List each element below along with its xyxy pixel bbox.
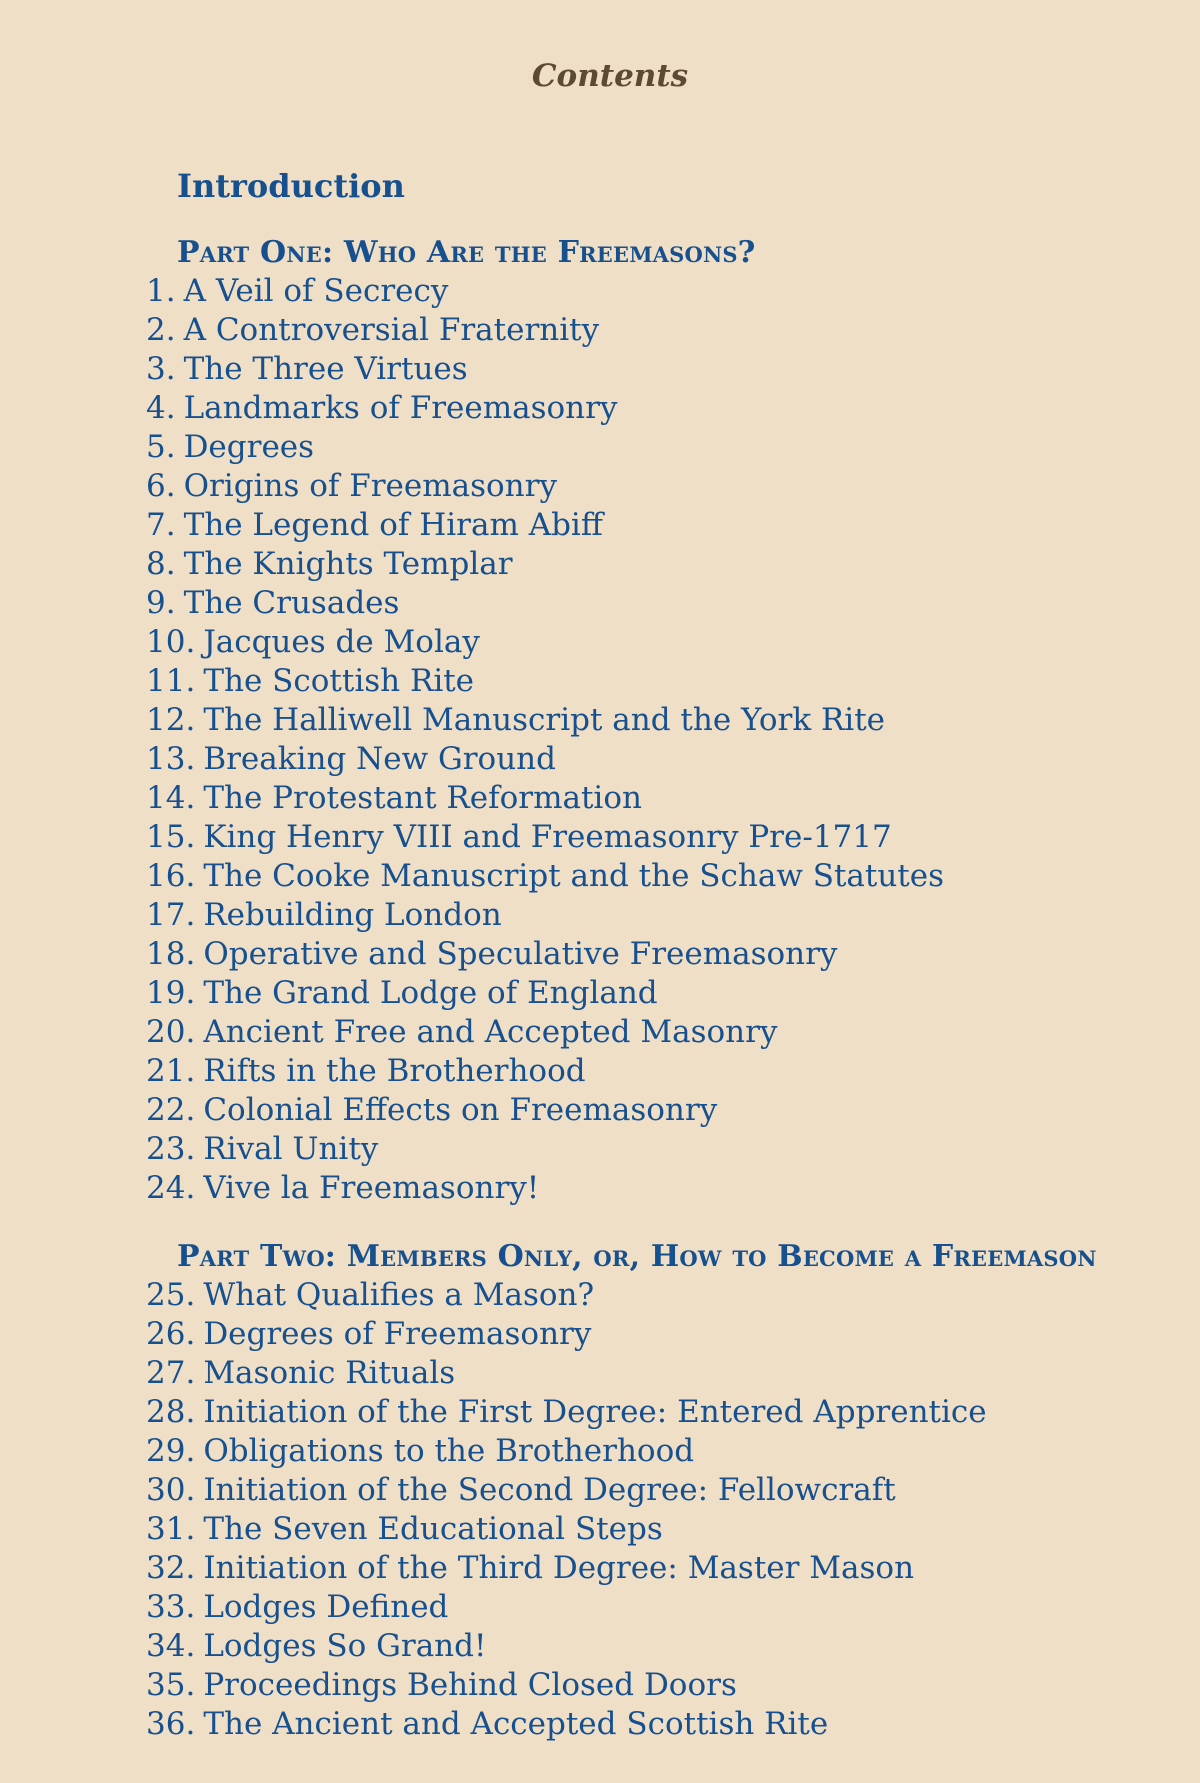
toc-link-introduction[interactable]: Introduction: [177, 167, 405, 205]
chapter-number: 6.: [146, 468, 176, 504]
toc-chapter-link[interactable]: [146, 428, 1186, 467]
chapter-number: 10.: [146, 624, 196, 660]
chapter-title: Rival Unity: [203, 1131, 379, 1167]
toc-chapter-link[interactable]: [146, 1354, 1186, 1393]
chapter-title: The Crusades: [183, 585, 400, 621]
chapter-number: 9.: [146, 585, 176, 621]
chapter-title: Proceedings Behind Closed Doors: [203, 1667, 737, 1703]
toc-chapter-link[interactable]: [146, 584, 1186, 623]
chapter-number: 24.: [146, 1170, 196, 1206]
chapter-number: 14.: [146, 780, 196, 816]
chapter-number: 28.: [146, 1394, 196, 1430]
toc-chapter-link[interactable]: [146, 662, 1186, 701]
chapter-title: Initiation of the Second Degree: Fellowcraft: [203, 1472, 896, 1508]
chapter-title: A Controversial Fraternity: [183, 312, 600, 348]
chapter-number: 5.: [146, 429, 176, 465]
chapter-number: 36.: [146, 1706, 196, 1742]
chapter-title: Rebuilding London: [203, 897, 502, 933]
chapter-title: The Legend of Hiram Abiff: [183, 507, 603, 543]
toc-chapter-link[interactable]: [146, 623, 1186, 662]
toc-chapter-link[interactable]: [146, 779, 1186, 818]
toc-chapter-link[interactable]: [146, 272, 1186, 311]
part-one-chapter-list: [146, 272, 1186, 1208]
chapter-number: 32.: [146, 1550, 196, 1586]
chapter-number: 31.: [146, 1511, 196, 1547]
chapter-title: Obligations to the Brotherhood: [203, 1433, 695, 1469]
chapter-number: 35.: [146, 1667, 196, 1703]
chapter-number: 2.: [146, 312, 176, 348]
chapter-number: 7.: [146, 507, 176, 543]
chapter-title: Rifts in the Brotherhood: [203, 1053, 586, 1089]
chapter-number: 29.: [146, 1433, 196, 1469]
part-two-heading: Part Two: Members Only, or, How to Become a Freemason: [177, 1239, 1097, 1274]
chapter-number: 22.: [146, 1092, 196, 1128]
toc-chapter-link[interactable]: [146, 818, 1186, 857]
toc-chapter-link[interactable]: [146, 857, 1186, 896]
chapter-number: 18.: [146, 936, 196, 972]
chapter-number: 3.: [146, 351, 176, 387]
chapter-title: King Henry VIII and Freemasonry Pre-1717: [203, 819, 892, 855]
chapter-title: Jacques de Molay: [203, 624, 480, 660]
chapter-title: The Cooke Manuscript and the Schaw Statutes: [203, 858, 945, 894]
toc-chapter-link[interactable]: [146, 896, 1186, 935]
chapter-title: The Ancient and Accepted Scottish Rite: [203, 1706, 829, 1742]
toc-chapter-link[interactable]: [146, 545, 1186, 584]
toc-chapter-link[interactable]: [146, 1510, 1186, 1549]
chapter-number: 4.: [146, 390, 176, 426]
toc-chapter-link[interactable]: [146, 1627, 1186, 1666]
chapter-title: The Knights Templar: [183, 546, 513, 582]
toc-chapter-link[interactable]: [146, 311, 1186, 350]
toc-chapter-link[interactable]: [146, 974, 1186, 1013]
chapter-title: Initiation of the Third Degree: Master Mason: [203, 1550, 915, 1586]
toc-chapter-link[interactable]: [146, 389, 1186, 428]
chapter-number: 12.: [146, 702, 196, 738]
part-two-chapter-list: [146, 1276, 1186, 1744]
chapter-number: 23.: [146, 1131, 196, 1167]
chapter-title: The Halliwell Manuscript and the York Rite: [203, 702, 886, 738]
chapter-title: Origins of Freemasonry: [183, 468, 557, 504]
toc-chapter-link[interactable]: [146, 1432, 1186, 1471]
chapter-title: The Protestant Reformation: [203, 780, 642, 816]
toc-chapter-link[interactable]: [146, 467, 1186, 506]
toc-chapter-link[interactable]: [146, 350, 1186, 389]
chapter-number: 1.: [146, 273, 176, 309]
chapter-title: What Qualifies a Mason?: [203, 1277, 595, 1313]
toc-chapter-link[interactable]: [146, 506, 1186, 545]
toc-chapter-link[interactable]: [146, 1666, 1186, 1705]
chapter-number: 26.: [146, 1316, 196, 1352]
toc-chapter-link[interactable]: [146, 1471, 1186, 1510]
chapter-number: 11.: [146, 663, 196, 699]
chapter-number: 30.: [146, 1472, 196, 1508]
chapter-title: Ancient Free and Accepted Masonry: [203, 1014, 778, 1050]
chapter-title: Operative and Speculative Freemasonry: [203, 936, 838, 972]
chapter-title: Lodges Defined: [203, 1589, 449, 1625]
toc-chapter-link[interactable]: [146, 935, 1186, 974]
chapter-number: 16.: [146, 858, 196, 894]
chapter-title: Landmarks of Freemasonry: [183, 390, 618, 426]
chapter-number: 33.: [146, 1589, 196, 1625]
toc-chapter-link[interactable]: [146, 1276, 1186, 1315]
toc-chapter-link[interactable]: [146, 1705, 1186, 1744]
chapter-title: Degrees: [183, 429, 315, 465]
toc-chapter-link[interactable]: [146, 1091, 1186, 1130]
chapter-number: 25.: [146, 1277, 196, 1313]
chapter-number: 21.: [146, 1053, 196, 1089]
chapter-number: 17.: [146, 897, 196, 933]
chapter-title: Colonial Effects on Freemasonry: [203, 1092, 718, 1128]
chapter-number: 13.: [146, 741, 196, 777]
chapter-title: The Seven Educational Steps: [203, 1511, 663, 1547]
toc-chapter-link[interactable]: [146, 1052, 1186, 1091]
chapter-title: The Grand Lodge of England: [203, 975, 658, 1011]
chapter-number: 34.: [146, 1628, 196, 1664]
part-one-heading: Part One: Who Are the Freemasons?: [177, 235, 756, 270]
toc-chapter-link[interactable]: [146, 1315, 1186, 1354]
chapter-number: 8.: [146, 546, 176, 582]
toc-chapter-link[interactable]: [146, 1130, 1186, 1169]
table-of-contents: [146, 166, 1186, 1744]
toc-chapter-link[interactable]: [146, 1588, 1186, 1627]
chapter-title: A Veil of Secrecy: [183, 273, 449, 309]
chapter-title: The Three Virtues: [183, 351, 468, 387]
chapter-number: 19.: [146, 975, 196, 1011]
chapter-number: 27.: [146, 1355, 196, 1391]
toc-chapter-link[interactable]: [146, 1169, 1186, 1208]
running-head: Contents: [531, 58, 689, 94]
toc-chapter-link[interactable]: [146, 1549, 1186, 1588]
chapter-title: Lodges So Grand!: [203, 1628, 487, 1664]
toc-chapter-link[interactable]: [146, 1393, 1186, 1432]
toc-chapter-link[interactable]: [146, 1013, 1186, 1052]
chapter-title: The Scottish Rite: [203, 663, 475, 699]
chapter-title: Degrees of Freemasonry: [203, 1316, 592, 1352]
chapter-title: Breaking New Ground: [203, 741, 556, 777]
toc-chapter-link[interactable]: [146, 740, 1186, 779]
chapter-title: Initiation of the First Degree: Entered Apprentice: [203, 1394, 987, 1430]
chapter-number: 15.: [146, 819, 196, 855]
chapter-number: 20.: [146, 1014, 196, 1050]
chapter-title: Vive la Freemasonry!: [203, 1170, 540, 1206]
chapter-title: Masonic Rituals: [203, 1355, 456, 1391]
toc-chapter-link[interactable]: [146, 701, 1186, 740]
